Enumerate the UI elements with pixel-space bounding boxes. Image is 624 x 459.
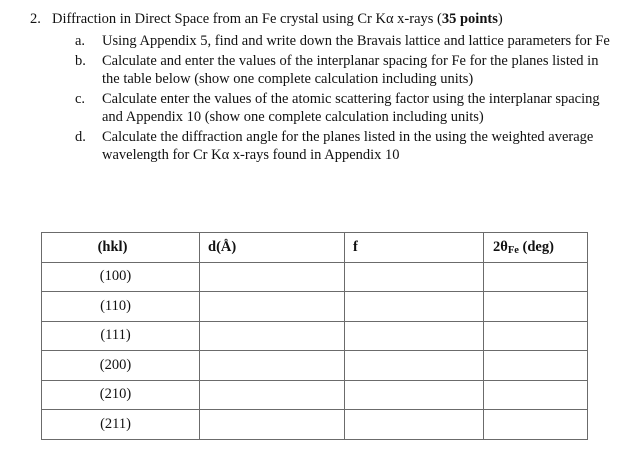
sub-question-list — [75, 32, 615, 164]
cell-hkl: (111) — [42, 321, 200, 351]
cell-diffraction-angle[interactable] — [484, 321, 588, 351]
sub-question-letter: a. — [75, 33, 86, 49]
cell-hkl: (100) — [42, 262, 200, 292]
table-row — [42, 410, 588, 440]
table-row — [42, 380, 588, 410]
header-angle-unit: (deg) — [518, 238, 554, 255]
sub-question-d — [75, 128, 615, 164]
sub-question-a — [75, 32, 615, 50]
header-scattering-factor: f — [345, 233, 484, 263]
table-row — [42, 292, 588, 322]
question-points: 35 points — [441, 11, 498, 27]
cell-diffraction-angle[interactable] — [484, 351, 588, 381]
cell-scattering-factor[interactable] — [345, 262, 484, 292]
table-row — [42, 351, 588, 381]
cell-d-spacing[interactable] — [200, 292, 345, 322]
sub-question-letter: d. — [75, 129, 86, 145]
sub-question-text: Calculate the diffraction angle for the planes listed in the using the weighted average wavelength for Cr Kα x-rays found in Appendix 10 — [102, 129, 594, 163]
sub-question-letter: c. — [75, 91, 86, 107]
cell-d-spacing[interactable] — [200, 351, 345, 381]
sub-question-text: Using Appendix 5, find and write down the Bravais lattice and lattice parameters for Fe — [102, 33, 610, 49]
cell-hkl: (110) — [42, 292, 200, 322]
question-title-text: Diffraction in Direct Space from an Fe crystal using Cr Kα x-rays ( — [52, 11, 442, 27]
cell-scattering-factor[interactable] — [345, 351, 484, 381]
cell-d-spacing[interactable] — [200, 262, 345, 292]
cell-d-spacing[interactable] — [200, 410, 345, 440]
cell-hkl: (200) — [42, 351, 200, 381]
cell-scattering-factor[interactable] — [345, 321, 484, 351]
diffraction-table — [41, 232, 588, 440]
header-d-spacing: d(Å) — [200, 233, 345, 263]
table-row — [42, 262, 588, 292]
cell-diffraction-angle[interactable] — [484, 262, 588, 292]
sub-question-c — [75, 90, 615, 126]
header-angle-symbol: 2θ — [493, 238, 508, 255]
table-row — [42, 321, 588, 351]
question-number: 2. — [30, 11, 41, 27]
cell-scattering-factor[interactable] — [345, 380, 484, 410]
sub-question-letter: b. — [75, 53, 86, 69]
question-title — [30, 10, 503, 28]
table-header-row — [42, 233, 588, 263]
cell-scattering-factor[interactable] — [345, 410, 484, 440]
cell-diffraction-angle[interactable] — [484, 292, 588, 322]
cell-diffraction-angle[interactable] — [484, 410, 588, 440]
header-hkl: (hkl) — [42, 233, 200, 263]
cell-d-spacing[interactable] — [200, 380, 345, 410]
sub-question-text: Calculate and enter the values of the interplanar spacing for Fe for the planes listed in the table below (show one complete calculation including units) — [102, 53, 599, 87]
sub-question-text: Calculate enter the values of the atomic scattering factor using the interplanar spacing and Appendix 10 (show one complete calculation including units) — [102, 91, 600, 125]
cell-hkl: (210) — [42, 380, 200, 410]
header-diffraction-angle — [484, 233, 588, 263]
cell-hkl: (211) — [42, 410, 200, 440]
header-angle-subscript: Fe — [507, 244, 519, 256]
cell-scattering-factor[interactable] — [345, 292, 484, 322]
question-title-end: ) — [497, 11, 503, 27]
cell-diffraction-angle[interactable] — [484, 380, 588, 410]
sub-question-b — [75, 52, 615, 88]
cell-d-spacing[interactable] — [200, 321, 345, 351]
